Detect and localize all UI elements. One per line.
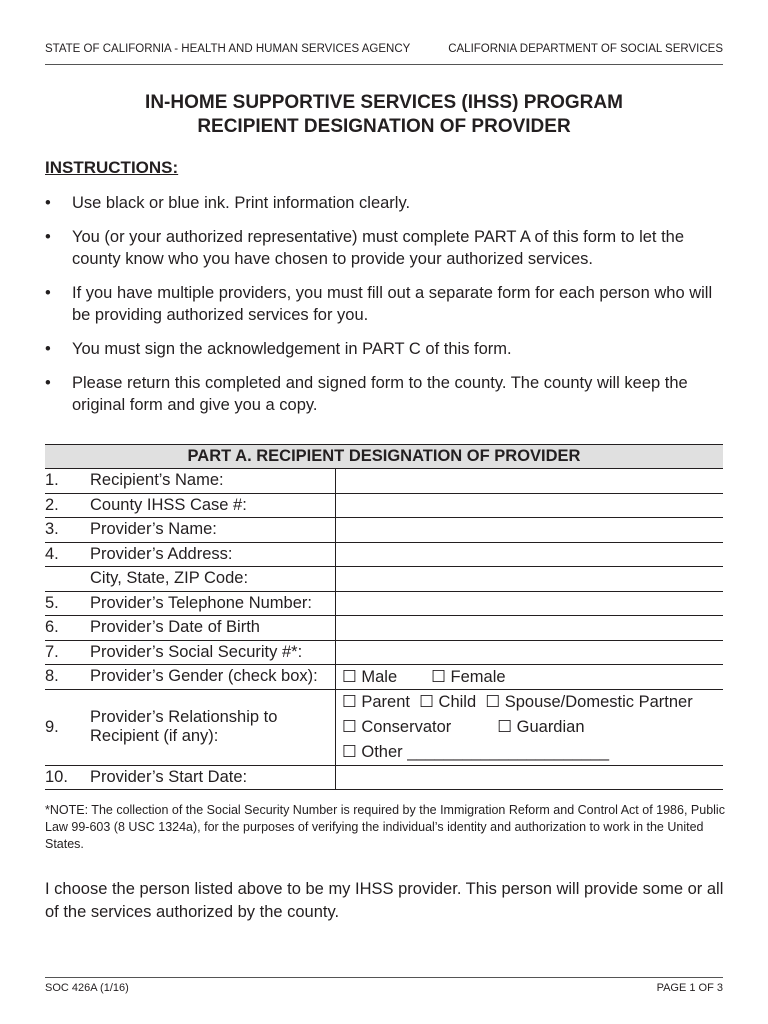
row-number: 5. <box>45 591 90 616</box>
row-number: 8. <box>45 665 90 690</box>
instruction-text: Use black or blue ink. Print information clearly. <box>72 194 411 212</box>
bullet-icon: • <box>45 340 51 358</box>
form-number: SOC 426A (1/16) <box>45 982 129 994</box>
row-label: Recipient’s Name: <box>90 469 336 494</box>
instruction-text: If you have multiple providers, you must fill out a separate form for each person who will be providing authorized services for you. <box>72 284 713 324</box>
page-number: PAGE 1 OF 3 <box>656 982 723 994</box>
row-label: Provider’s Name: <box>90 518 336 543</box>
guardian-checkbox[interactable]: ☐ Guardian <box>497 717 585 736</box>
row-label: City, State, ZIP Code: <box>90 567 336 592</box>
instructions-list <box>45 192 735 428</box>
header-divider <box>45 64 723 65</box>
instruction-text: Please return this completed and signed form to the county. The county will keep the original form and give you a copy. <box>72 374 688 414</box>
row-label: Provider’s Telephone Number: <box>90 591 336 616</box>
bullet-icon: • <box>45 284 51 302</box>
recipient-name-field[interactable] <box>336 469 724 494</box>
part-a-table <box>45 444 723 790</box>
part-a-heading: PART A. RECIPIENT DESIGNATION OF PROVIDER <box>45 445 723 469</box>
gender-options <box>336 665 724 690</box>
title-line-1: IN-HOME SUPPORTIVE SERVICES (IHSS) PROGRAM <box>145 92 623 113</box>
row-label: Provider’s Social Security #*: <box>90 640 336 665</box>
instruction-text: You (or your authorized representative) must complete PART A of this form to let the county know who you have chosen to provide your authorized services. <box>72 228 685 268</box>
department-name: CALIFORNIA DEPARTMENT OF SOCIAL SERVICES <box>448 43 723 55</box>
form-title <box>0 91 768 139</box>
row-number <box>45 567 90 592</box>
table-row <box>45 518 723 543</box>
ssn-field[interactable] <box>336 640 724 665</box>
row-label: County IHSS Case #: <box>90 493 336 518</box>
date-of-birth-field[interactable] <box>336 616 724 641</box>
row-number: 6. <box>45 616 90 641</box>
table-row <box>45 493 723 518</box>
bullet-icon: • <box>45 228 51 246</box>
telephone-field[interactable] <box>336 591 724 616</box>
table-row <box>45 665 723 690</box>
instruction-text: You must sign the acknowledgement in PART C of this form. <box>72 340 512 358</box>
child-checkbox[interactable]: ☐ Child <box>419 692 477 711</box>
spouse-checkbox[interactable]: ☐ Spouse/Domestic Partner <box>485 692 693 711</box>
list-item <box>45 226 735 270</box>
instructions-heading: INSTRUCTIONS: <box>45 158 179 177</box>
ssn-note: *NOTE: The collection of the Social Security Number is required by the Immigration Reform and Control Act of 1986, Public Law 99-603 (8 USC 1324a), for the purposes of verifying the individual’s identity and authorization to work in the United States. <box>45 803 725 851</box>
table-row <box>45 469 723 494</box>
city-state-zip-field[interactable] <box>336 567 724 592</box>
female-checkbox[interactable]: ☐ Female <box>431 667 506 686</box>
bullet-icon: • <box>45 374 51 392</box>
table-row <box>45 616 723 641</box>
row-label: Provider’s Relationship to Recipient (if any): <box>90 689 336 765</box>
relationship-options <box>336 689 724 765</box>
bullet-icon: • <box>45 194 51 212</box>
footer-divider <box>45 977 723 978</box>
parent-checkbox[interactable]: ☐ Parent <box>342 692 410 711</box>
provider-address-field[interactable] <box>336 542 724 567</box>
list-item <box>45 192 735 214</box>
row-label: Provider’s Address: <box>90 542 336 567</box>
row-number: 7. <box>45 640 90 665</box>
page-header <box>45 43 723 55</box>
male-checkbox[interactable]: ☐ Male <box>342 667 398 686</box>
table-row <box>45 765 723 790</box>
table-row <box>45 542 723 567</box>
start-date-field[interactable] <box>336 765 724 790</box>
case-number-field[interactable] <box>336 493 724 518</box>
list-item <box>45 338 735 360</box>
provider-name-field[interactable] <box>336 518 724 543</box>
designation-statement: I choose the person listed above to be my IHSS provider. This person will provide some or all of the services authorized by the county. <box>45 880 724 921</box>
row-number: 2. <box>45 493 90 518</box>
title-line-2: RECIPIENT DESIGNATION OF PROVIDER <box>197 116 571 137</box>
other-checkbox[interactable]: ☐ Other ______________________ <box>342 742 610 761</box>
row-label: Provider’s Start Date: <box>90 765 336 790</box>
table-row <box>45 567 723 592</box>
row-label: Provider’s Date of Birth <box>90 616 336 641</box>
table-row <box>45 640 723 665</box>
row-number: 1. <box>45 469 90 494</box>
table-row <box>45 591 723 616</box>
row-label: Provider’s Gender (check box): <box>90 665 336 690</box>
table-row <box>45 689 723 765</box>
agency-name: STATE OF CALIFORNIA - HEALTH AND HUMAN SERVICES AGENCY <box>45 43 411 55</box>
row-number: 9. <box>45 689 90 765</box>
row-number: 4. <box>45 542 90 567</box>
conservator-checkbox[interactable]: ☐ Conservator <box>342 717 452 736</box>
row-number: 10. <box>45 765 90 790</box>
list-item <box>45 282 735 326</box>
list-item <box>45 372 735 416</box>
page-footer <box>45 982 723 994</box>
row-number: 3. <box>45 518 90 543</box>
